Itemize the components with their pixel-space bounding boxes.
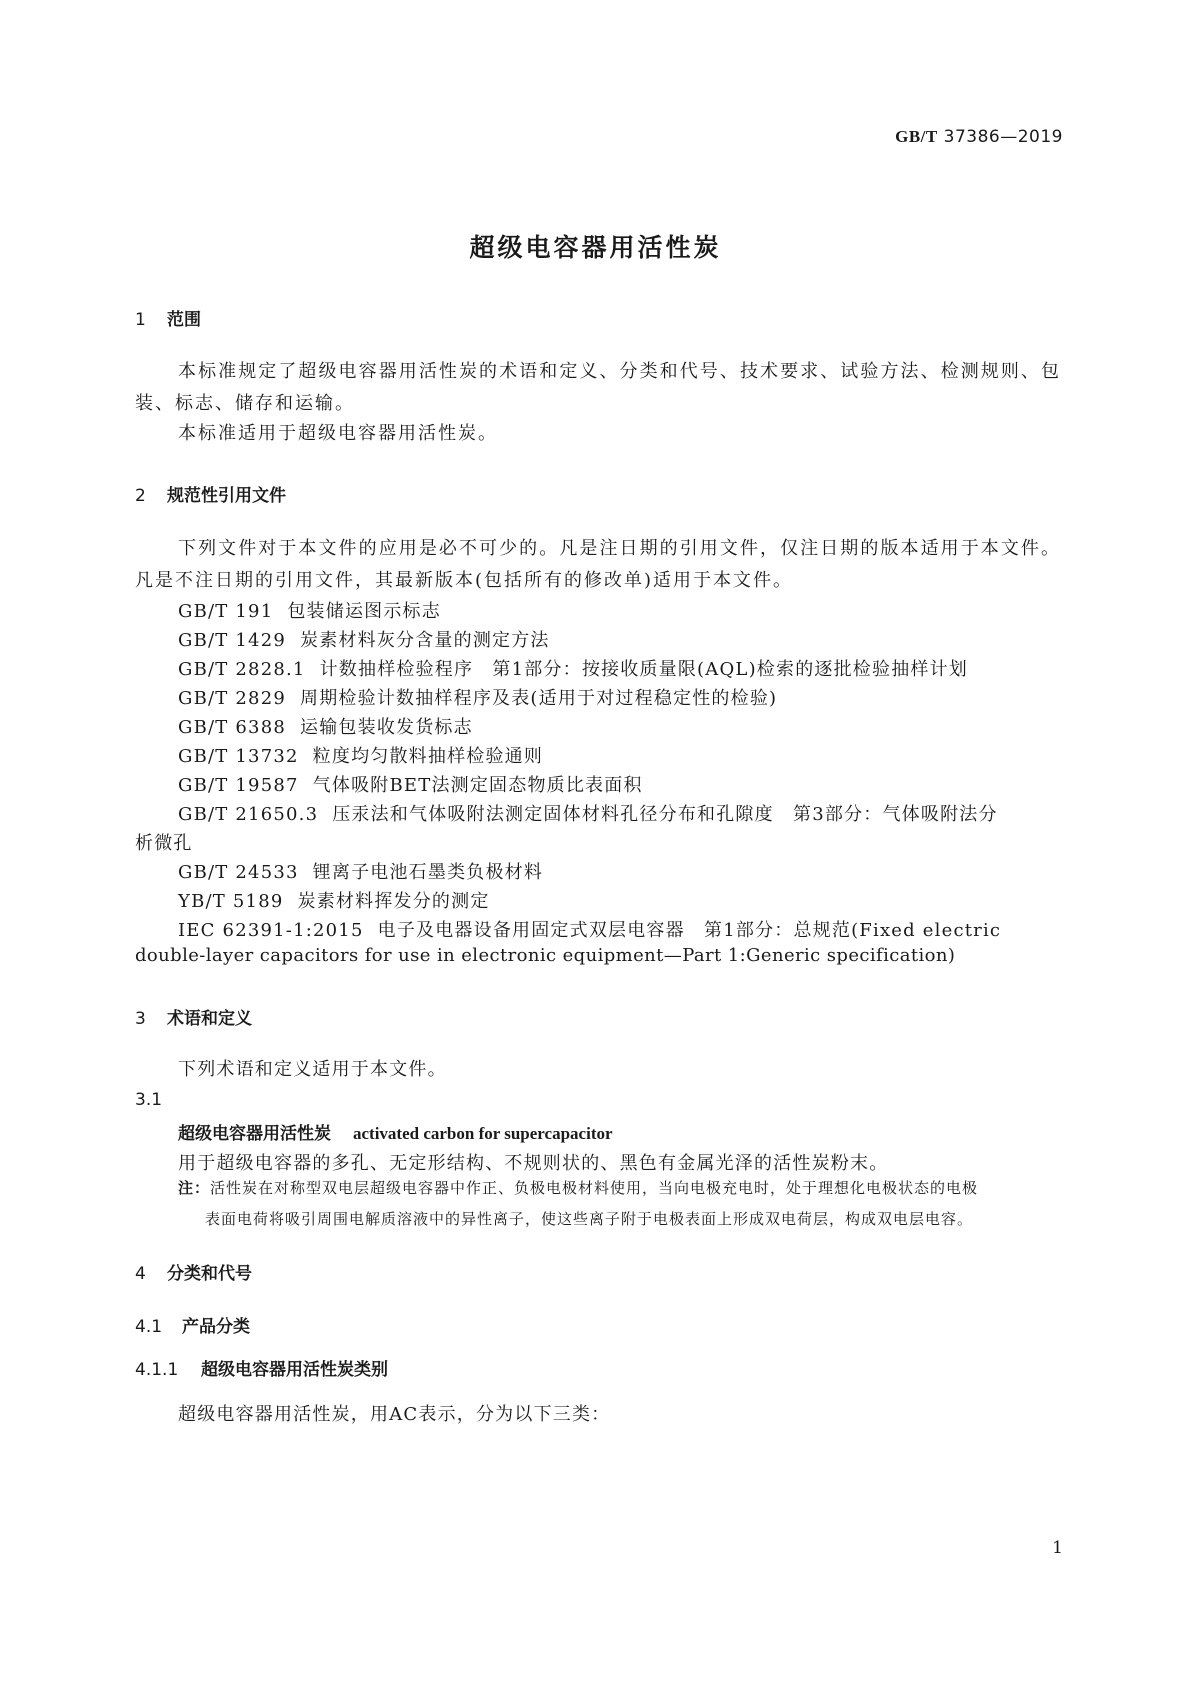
- clause-number: 3.1: [135, 1090, 163, 1110]
- normative-refs-intro: 下列文件对于本文件的应用是必不可少的。凡是注日期的引用文件，仅注日期的版本适用于本文件。凡是不注日期的引用文件，其最新版本(包括所有的修改单)适用于本文件。: [135, 538, 1061, 591]
- term-entry: [178, 1119, 613, 1144]
- reference-title: 气体吸附BET法测定固态物质比表面积: [312, 775, 643, 796]
- subsection-4-1-1-heading: [135, 1355, 388, 1380]
- reference-code: YB/T 5189: [178, 891, 284, 912]
- terms-intro: 下列术语和定义适用于本文件。: [178, 1059, 447, 1080]
- reference-code: GB/T 13732: [178, 746, 299, 767]
- subsection-number: 4.1: [135, 1317, 163, 1337]
- reference-item: [178, 858, 543, 884]
- section-title: 分类和代号: [167, 1264, 252, 1284]
- section-number: 4: [135, 1264, 146, 1284]
- section-title: 术语和定义: [167, 1009, 252, 1029]
- reference-item: [178, 655, 968, 681]
- standard-prefix: GB/T: [895, 127, 938, 146]
- section-3-heading: [135, 1004, 252, 1029]
- reference-title: 包装储运图示标志: [287, 601, 441, 622]
- reference-code: GB/T 21650.3: [178, 804, 319, 825]
- reference-title: 电子及电器设备用固定式双层电容器 第1部分：总规范(Fixed electric: [377, 920, 1002, 941]
- reference-title: 周期检验计数抽样程序及表(适用于对过程稳定性的检验): [300, 688, 778, 709]
- note-label: 注：: [178, 1179, 211, 1197]
- reference-title: 计数抽样检验程序 第1部分：按接收质量限(AQL)检索的逐批检验抽样计划: [319, 659, 968, 680]
- section-2-heading: [135, 481, 286, 506]
- term-chinese: 超级电容器用活性炭: [178, 1124, 331, 1144]
- document-title: 超级电容器用活性炭: [469, 233, 722, 262]
- term-definition: 用于超级电容器的多孔、无定形结构、不规则状的、黑色有金属光泽的活性炭粉末。: [178, 1153, 889, 1174]
- reference-item: [178, 916, 1001, 942]
- reference-item: [178, 684, 777, 710]
- reference-title: 锂离子电池石墨类负极材料: [312, 862, 544, 883]
- note-text-line1: 活性炭在对称型双电层超级电容器中作正、负极电极材料使用，当向电极充电时，处于理想化电极状态的电极: [210, 1179, 979, 1197]
- note-text-line2: 表面电荷将吸引周围电解质溶液中的异性离子，使这些离子附于电极表面上形成双电荷层，构成双电层电容。: [205, 1210, 974, 1228]
- standard-number: 37386—2019: [943, 127, 1063, 147]
- scope-applicability: 本标准适用于超级电容器用活性炭。: [178, 423, 498, 444]
- section-number: 3: [135, 1009, 146, 1029]
- section-4-heading: [135, 1259, 252, 1284]
- reference-title: 粒度均匀散料抽样检验通则: [312, 746, 544, 767]
- reference-code: GB/T 2829: [178, 688, 287, 709]
- standard-code: [895, 127, 1063, 147]
- reference-title-continuation: double-layer capacitors for use in electronic equipment—Part 1:Generic specification): [135, 945, 956, 966]
- subsection-4-1-heading: [135, 1312, 250, 1337]
- reference-code: IEC 62391-1:2015: [178, 920, 364, 941]
- reference-item: [178, 771, 643, 797]
- reference-item: [178, 742, 543, 768]
- reference-title: 炭素材料挥发分的测定: [297, 891, 490, 912]
- reference-code: GB/T 19587: [178, 775, 299, 796]
- subsection-title: 超级电容器用活性炭类别: [201, 1360, 388, 1380]
- reference-code: GB/T 24533: [178, 862, 299, 883]
- reference-code: GB/T 191: [178, 601, 274, 622]
- reference-item: [178, 597, 441, 623]
- reference-title-continuation: 析微孔: [135, 833, 193, 854]
- section-1-heading: [135, 305, 201, 330]
- category-intro: 超级电容器用活性炭，用AC表示，分为以下三类：: [178, 1404, 611, 1425]
- term-english: activated carbon for supercapacitor: [353, 1124, 613, 1143]
- term-note: [178, 1173, 1061, 1235]
- subsection-number: 4.1.1: [135, 1360, 179, 1380]
- reference-title: 炭素材料灰分含量的测定方法: [300, 630, 550, 651]
- reference-title: 压汞法和气体吸附法测定固体材料孔径分布和孔隙度 第3部分：气体吸附法分: [332, 804, 998, 825]
- reference-code: GB/T 6388: [178, 717, 287, 738]
- reference-code: GB/T 1429: [178, 630, 287, 651]
- reference-title: 运输包装收发货标志: [300, 717, 473, 738]
- reference-item: [178, 713, 473, 739]
- section-title: 规范性引用文件: [167, 486, 286, 506]
- reference-item: [178, 887, 490, 913]
- reference-item: [178, 626, 550, 652]
- section-number: 2: [135, 486, 146, 506]
- section-number: 1: [135, 310, 146, 330]
- reference-item: [178, 800, 998, 826]
- page-number: 1: [1052, 1538, 1063, 1558]
- subsection-title: 产品分类: [182, 1317, 250, 1337]
- section-title: 范围: [167, 310, 201, 330]
- reference-code: GB/T 2828.1: [178, 659, 306, 680]
- scope-paragraph: 本标准规定了超级电容器用活性炭的术语和定义、分类和代号、技术要求、试验方法、检测规则、包装、标志、储存和运输。: [135, 361, 1061, 414]
